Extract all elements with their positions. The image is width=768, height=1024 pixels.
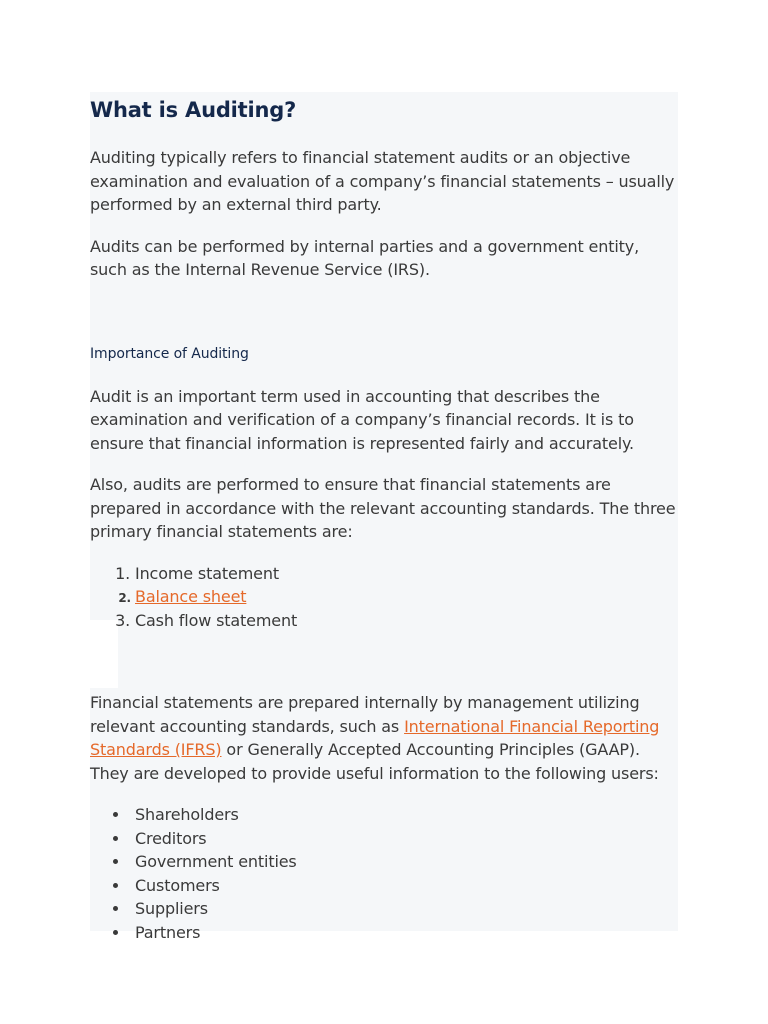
article-content: [90, 92, 680, 944]
bullet-icon: [113, 859, 118, 864]
bullet-icon: [113, 836, 118, 841]
list-item-income-statement: 1. Income statement: [135, 562, 680, 586]
list-item-user: [135, 803, 680, 827]
paragraph-internal-audits: Audits can be performed by internal parties and a government entity, such as the Internal Revenue Service (IRS).: [90, 236, 640, 279]
list-item-user: [135, 874, 680, 898]
page-title: What is Auditing?: [90, 98, 297, 122]
list-item-user: [135, 827, 680, 851]
bullet-icon: [113, 883, 118, 888]
paragraph-users: [90, 691, 680, 785]
list-item-user-label: Government entities: [135, 852, 297, 871]
list-item-user-label: Partners: [135, 922, 201, 942]
section-heading-importance: Importance of Auditing: [90, 345, 249, 362]
financial-statements-list: [90, 562, 680, 633]
paragraph-definition: Auditing typically refers to financial statement audits or an objective examination and evaluation of a company’s financial statements – usually performed by an external third party.: [90, 148, 675, 214]
bullet-icon: [113, 906, 118, 911]
paragraph-standards: Also, audits are performed to ensure that financial statements are prepared in accordance with the relevant accounting standards. The three primary financial statements are:: [90, 475, 676, 541]
bullet-icon: [113, 930, 118, 935]
paragraph-users-text-before: Financial statements are prepared internally by management utilizing relevant accounting standards, such as: [90, 693, 640, 736]
paragraph-importance: Audit is an important term used in accounting that describes the examination and verification of a company’s financial records. It is to ensure that financial information is represented fairly and accurately.: [90, 386, 634, 453]
list-item-user-label: Suppliers: [135, 899, 208, 918]
users-list: [90, 803, 680, 944]
paragraph-users-text-after: or Generally Accepted Accounting Principles (GAAP). They are developed to provide useful information to the following users:: [90, 740, 659, 783]
list-item-balance-sheet: [135, 585, 680, 609]
list-item-user: [135, 850, 680, 874]
list-item-user: [135, 921, 680, 945]
list-item-user-label: Creditors: [135, 828, 207, 848]
ifrs-link[interactable]: International Financial Reporting Standards (IFRS): [90, 716, 660, 759]
list-item-user: [135, 897, 680, 921]
list-item-cash-flow-statement: 3. Cash flow statement: [135, 609, 680, 633]
list-item-user-label: Shareholders: [135, 805, 239, 824]
bullet-icon: [113, 812, 118, 817]
balance-sheet-link[interactable]: Balance sheet: [135, 587, 247, 606]
list-item-user-label: Customers: [135, 875, 220, 895]
